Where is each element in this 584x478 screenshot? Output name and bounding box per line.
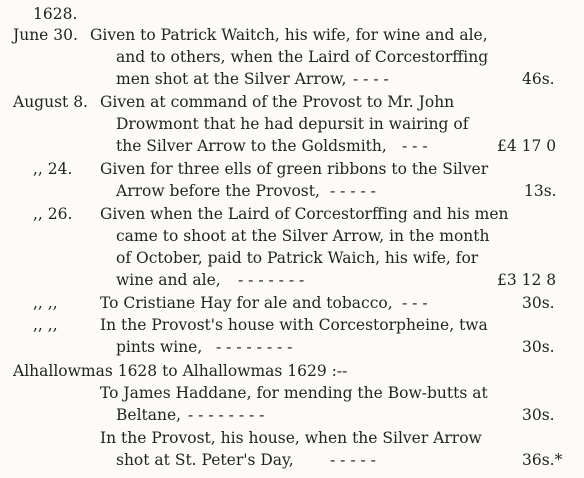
entry-line: Given when the Laird of Corcestorffing and his men <box>100 205 509 223</box>
entry-date: ,, ,, <box>33 316 58 334</box>
entry-line: shot at St. Peter's Day, <box>116 451 294 469</box>
entry-amount: 13s. <box>524 182 557 200</box>
entry-date: August 8. <box>13 93 88 111</box>
entry-line: To James Haddane, for mending the Bow-butts at <box>100 384 488 402</box>
entry-line: In the Provost's house with Corcestorpheine, twa <box>100 316 488 334</box>
entry-line: Drowmont that he had depursit in wairing of <box>116 115 469 133</box>
entry-line: Beltane, <box>116 406 182 424</box>
entry-line: the Silver Arrow to the Goldsmith, <box>116 137 387 155</box>
dot-leader: - - - <box>402 294 428 312</box>
entry-amount: 46s. <box>522 70 555 88</box>
year-heading: 1628. <box>33 5 78 23</box>
entry-line: of October, paid to Patrick Waich, his wife, for <box>116 249 479 267</box>
entry-line: Given to Patrick Waitch, his wife, for wine and ale, <box>90 26 488 44</box>
entry-date: June 30. <box>13 26 78 44</box>
entry-amount: 30s. <box>522 338 555 356</box>
entry-line: Arrow before the Provost, <box>116 182 320 200</box>
entry-line: and to others, when the Laird of Corcestorffing <box>116 48 489 66</box>
dot-leader: - - - - - <box>330 182 376 200</box>
dot-leader: - - - - - - - - <box>216 338 293 356</box>
entry-amount: £3 12 8 <box>497 271 557 289</box>
entry-date: ,, 24. <box>33 160 73 178</box>
dot-leader: - - - - - <box>330 451 376 469</box>
entry-line: wine and ale, <box>116 271 221 289</box>
entry-date: ,, 26. <box>33 205 73 223</box>
period-heading: Alhallowmas 1628 to Alhallowmas 1629 :-- <box>13 362 348 380</box>
entry-line: Given at command of the Provost to Mr. John <box>100 93 455 111</box>
entry-amount: 30s. <box>522 406 555 424</box>
entry-line: In the Provost, his house, when the Silver Arrow <box>100 429 482 447</box>
entry-amount: £4 17 0 <box>497 137 557 155</box>
entry-line: came to shoot at the Silver Arrow, in the month <box>116 227 490 245</box>
entry-amount: 30s. <box>522 294 555 312</box>
entry-date: ,, ,, <box>33 294 58 312</box>
dot-leader: - - - - <box>353 70 389 88</box>
dot-leader: - - - - - - - <box>238 271 305 289</box>
entry-line: men shot at the Silver Arrow, <box>116 70 347 88</box>
dot-leader: - - - <box>402 137 428 155</box>
dot-leader: - - - - - - - - <box>188 406 265 424</box>
entry-line: To Cristiane Hay for ale and tobacco, <box>100 294 393 312</box>
entry-amount: 36s.* <box>522 451 563 469</box>
entry-line: Given for three ells of green ribbons to the Silver <box>100 160 489 178</box>
entry-line: pints wine, <box>116 338 203 356</box>
